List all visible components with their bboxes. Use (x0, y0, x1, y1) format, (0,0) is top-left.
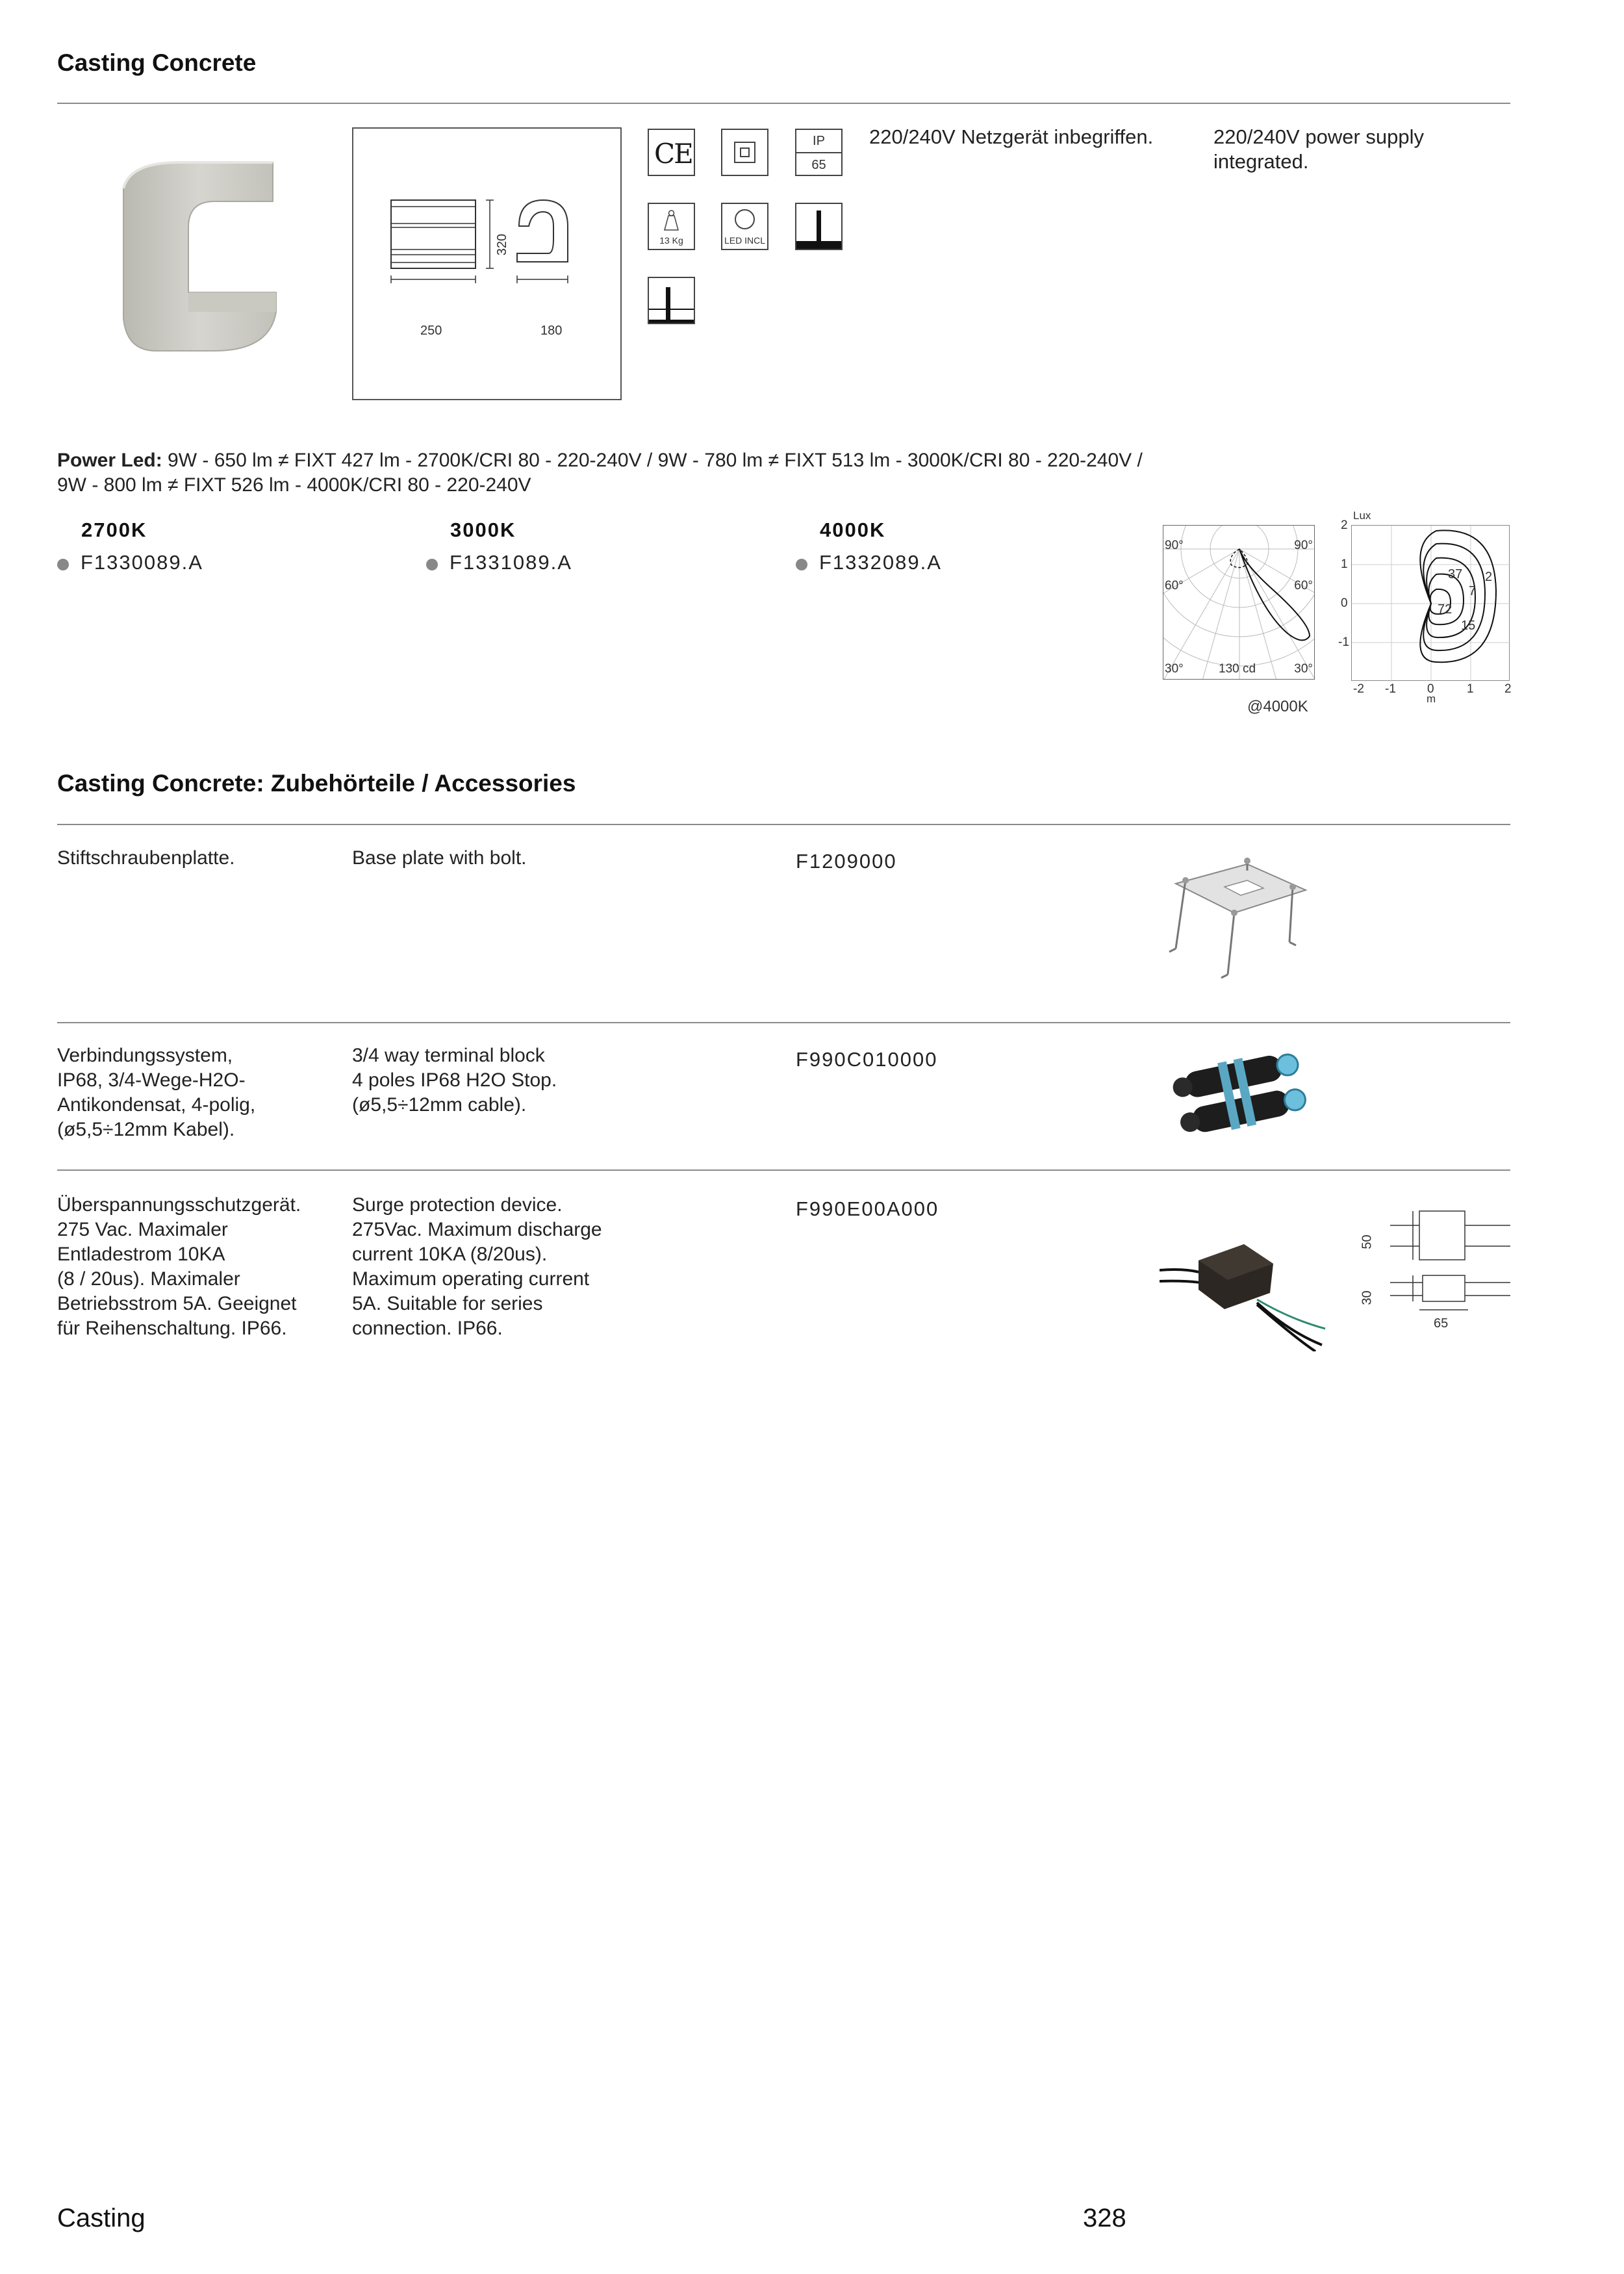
isolux-diagram: 37 2 7 72 15 (1351, 525, 1510, 681)
variant-3000k (426, 551, 572, 574)
led-included-icon: LED INCL (721, 203, 768, 250)
isolux-y-tick: 0 (1341, 596, 1348, 610)
accessory-2-en: 3/4 way terminal block 4 poles IP68 H2O Stop. (ø5,5÷12mm cable). (352, 1045, 557, 1116)
power-led-specs-1: 9W - 650 lm ≠ FIXT 427 lm - 2700K/CRI 80 - 220-240V / 9W - 780 lm ≠ FIXT 513 lm - 3000K/CRI 80 - 220-240V / (162, 450, 1143, 471)
dim-height-50: 50 (1360, 1234, 1375, 1249)
surge-protector-image (1160, 1221, 1328, 1351)
dim-width-label: 250 (420, 324, 442, 338)
footer-section: Casting (57, 2204, 146, 2232)
variant-3000k-header: 3000K (450, 518, 516, 541)
surge-protector-drawing (1390, 1206, 1514, 1342)
variant-2700k (57, 551, 203, 574)
power-led-specs-2: 9W - 800 lm ≠ FIXT 526 lm - 4000K/CRI 80 - 220-240V (57, 474, 531, 496)
dim-height-label: 320 (495, 233, 510, 256)
weight-icon: 13 Kg (648, 203, 695, 250)
isolux-x-tick: -1 (1385, 682, 1396, 696)
variant-2700k-header: 2700K (81, 518, 147, 541)
accessory-3-en: Surge protection device. 275Vac. Maximum discharge current 10KA (8/20us). Maximum operating current 5A. Suitable for series connection. IP66. (352, 1194, 602, 1339)
accessory-1-de: Stiftschraubenplatte. (57, 847, 235, 869)
finish-dot-icon (796, 559, 807, 570)
product-title: Casting Concrete (57, 49, 257, 76)
accessory-2-de: Verbindungssystem, IP68, 3/4-Wege-H2O- Antikondensat, 4-polig, (ø5,5÷12mm Kabel). (57, 1045, 256, 1140)
ground-mount-icon (795, 203, 843, 250)
variant-4000k-code: F1332089.A (819, 551, 942, 574)
isolux-x-tick: 1 (1467, 682, 1474, 696)
isolux-x-tick: 2 (1504, 682, 1512, 696)
accessory-2-code: F990C010000 (796, 1048, 938, 1071)
isolux-x-tick: 0 (1427, 682, 1434, 696)
terminal-block-image (1169, 1049, 1312, 1140)
finish-dot-icon (426, 559, 438, 570)
isolux-y-tick: -1 (1338, 635, 1349, 649)
isolux-x-tick: -2 (1353, 682, 1364, 696)
base-plate-image (1163, 851, 1319, 981)
variant-3000k-code: F1331089.A (450, 551, 572, 574)
isolux-unit-top: Lux (1353, 509, 1371, 522)
accessory-1-en: Base plate with bolt. (352, 847, 527, 869)
variant-4000k-header: 4000K (820, 518, 886, 541)
installation-icon (648, 277, 695, 324)
page-number: 328 (1083, 2204, 1126, 2232)
technical-drawing-box (352, 127, 622, 400)
accessory-3-code: F990E00A000 (796, 1197, 939, 1220)
dim-depth-label: 180 (540, 324, 563, 338)
finish-dot-icon (57, 559, 69, 570)
title-divider (57, 103, 1510, 104)
dim-width-65: 65 (1434, 1316, 1449, 1331)
accessories-divider (57, 824, 1510, 825)
isolux-y-tick: 2 (1341, 518, 1348, 532)
isolux-unit-bottom: m (1427, 693, 1436, 705)
product-photo (117, 156, 286, 364)
accessory-1-code: F1209000 (796, 850, 897, 873)
ce-mark-icon: CE (648, 129, 695, 176)
accessory-3-de: Überspannungsschutzgerät. 275 Vac. Maximaler Entladestrom 10KA (8 / 20us). Maximaler Betriebsstrom 5A. Geeignet für Reihenschaltung. IP66. (57, 1194, 301, 1339)
power-supply-de: 220/240V Netzgerät inbegriffen. (869, 125, 1154, 148)
power-supply-en: 220/240V power supply integrated. (1213, 125, 1425, 173)
power-led-line-1 (57, 448, 1143, 473)
accessory-divider (57, 1022, 1510, 1023)
isolux-y-tick: 1 (1341, 557, 1348, 571)
class-ii-insulation-icon (721, 129, 768, 176)
dim-height-30: 30 (1360, 1290, 1375, 1305)
variant-4000k (796, 551, 942, 574)
accessory-divider (57, 1169, 1510, 1171)
power-led-label: Power Led: (57, 450, 162, 471)
dimension-drawing (353, 129, 620, 399)
ip65-rating-icon: IP 65 (795, 129, 843, 176)
accessories-title: Casting Concrete: Zubehörteile / Accessories (57, 770, 576, 797)
variant-2700k-code: F1330089.A (81, 551, 203, 574)
polar-caption: @4000K (1247, 698, 1308, 715)
polar-diagram: 90° 90° 60° 60° 30° 30° 130 cd (1163, 525, 1315, 680)
